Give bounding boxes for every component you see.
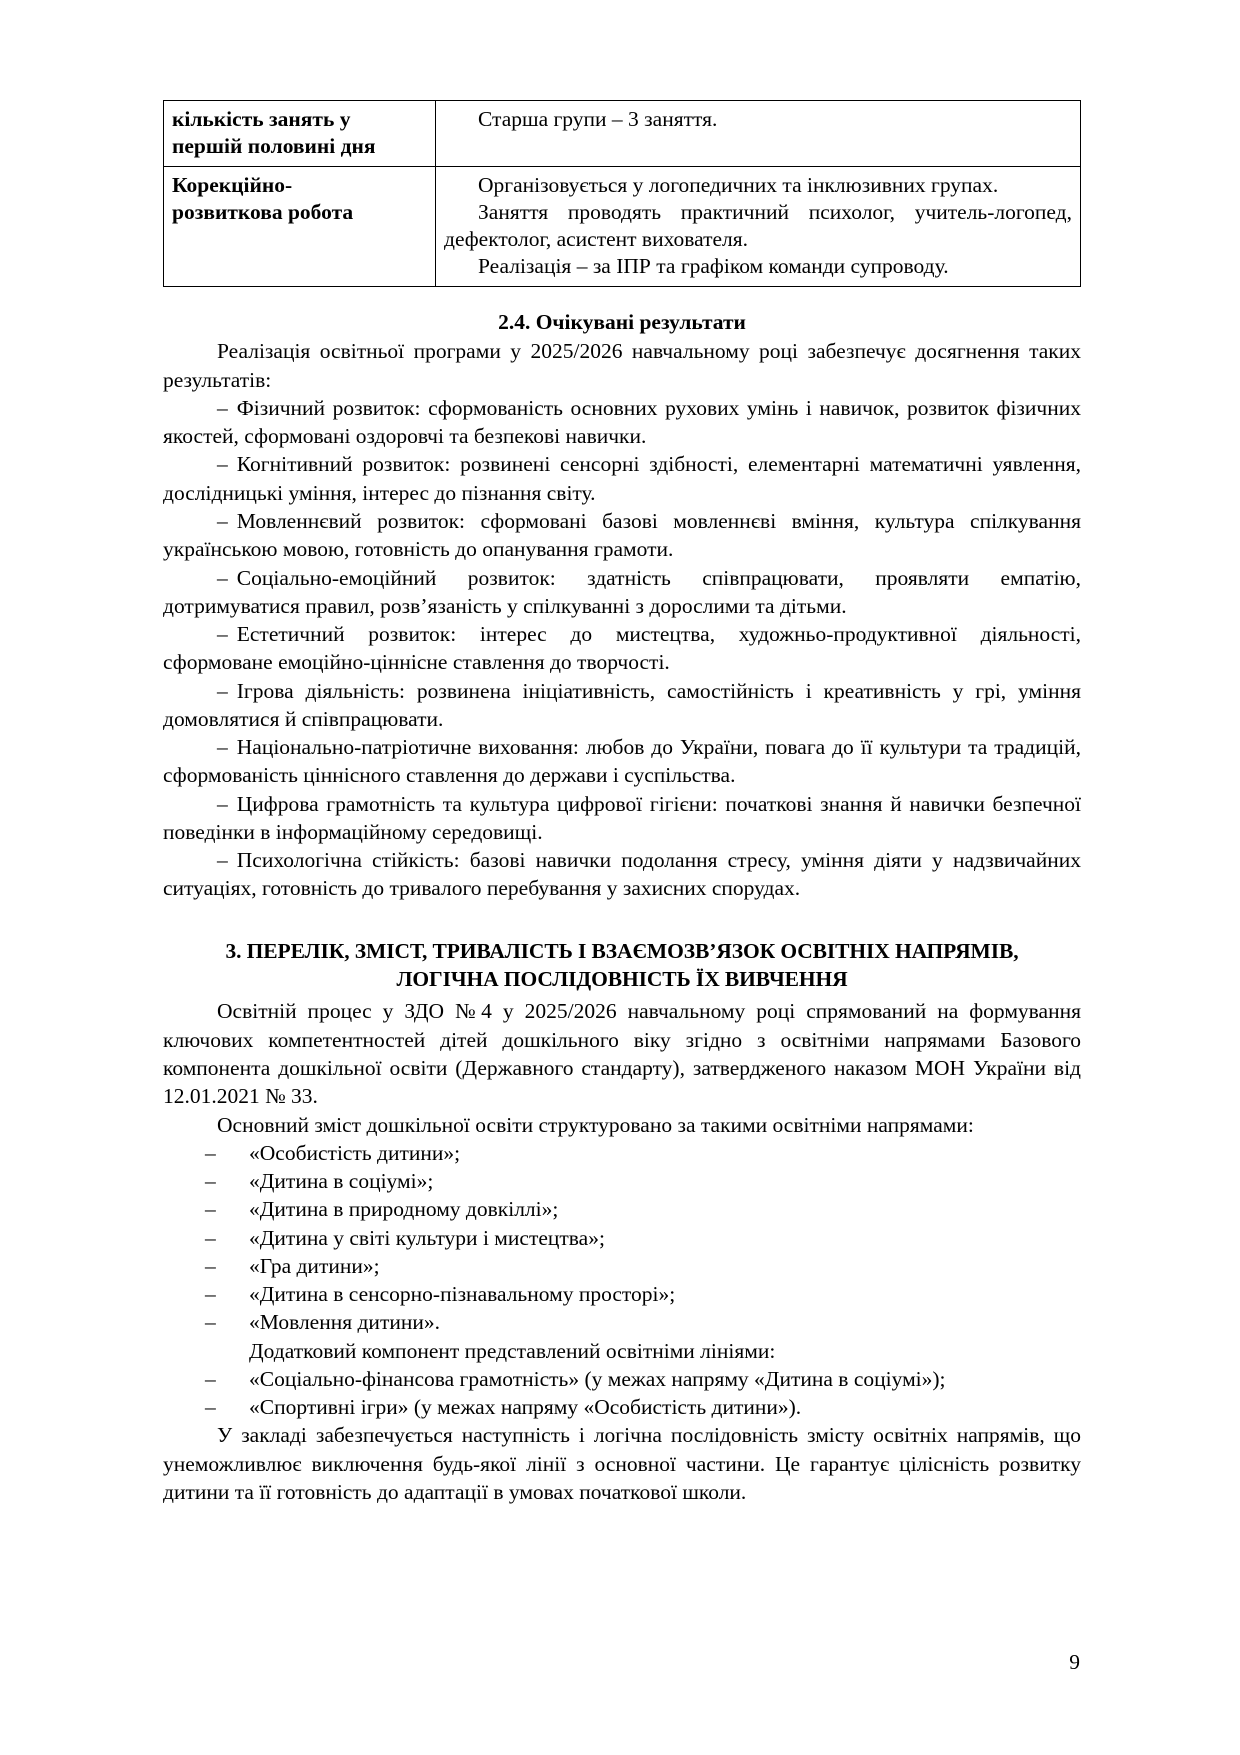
table-cell-label xyxy=(164,167,436,287)
page-number: 9 xyxy=(1069,1650,1080,1674)
item-text: Цифрова грамотність та культура цифрової гігієни: початкові знання й навички безпечної поведінки в інформаційному середовищі. xyxy=(163,791,1081,844)
direction-label: «Мовлення дитини». xyxy=(249,1310,440,1335)
direction-label: «Дитина в сенсорно-пізнавальному просторі»; xyxy=(249,1282,676,1307)
dash-marker: – xyxy=(217,678,228,703)
direction-label: «Дитина у світі культури і мистецтва»; xyxy=(249,1225,605,1250)
value-line: Заняття проводять практичний психолог, учитель-логопед, дефектолог, асистент вихователя. xyxy=(444,200,1072,252)
expected-result-item xyxy=(163,790,1081,847)
expected-result-item xyxy=(163,677,1081,734)
dash-marker: – xyxy=(217,735,228,760)
item-text: Когнітивний розвиток: розвинені сенсорні здібності, елементарні математичні уявлення, дослідницькі уміння, інтерес до пізнання світу. xyxy=(163,452,1081,505)
table-cell-value xyxy=(436,167,1081,287)
label-line: Корекційно- xyxy=(172,173,293,198)
dash-marker: – xyxy=(217,622,228,647)
dash-marker: – xyxy=(205,1366,216,1391)
section-2-4-intro: Реалізація освітньої програми у 2025/2026 навчальному році забезпечує досягнення таких результатів: xyxy=(163,339,1081,392)
direction-label: «Гра дитини»; xyxy=(249,1253,380,1278)
section-3-closing-paragraph: У закладі забезпечується наступність і логічна послідовність змісту освітніх напрямів, що унеможливлює виключення будь-якої лінії з основної частини. Це гарантує цілісність розвитку дитини та її готовність до адаптації в умовах початкової школи. xyxy=(163,1423,1081,1504)
value-line: Старша групи – 3 заняття. xyxy=(478,107,718,131)
list-item xyxy=(163,1139,1081,1167)
dash-marker: – xyxy=(205,1140,216,1165)
list-item xyxy=(163,1224,1081,1252)
table-cell-value xyxy=(436,101,1081,167)
item-text: Мовленнєвий розвиток: сформовані базові мовленнєві вміння, культура спілкування українською мовою, готовність до опанування грамоти. xyxy=(163,509,1081,562)
dash-marker: – xyxy=(217,395,228,420)
dash-marker: – xyxy=(217,791,228,816)
expected-result-item xyxy=(163,450,1081,507)
item-text: Естетичний розвиток: інтерес до мистецтва, художньо-продуктивної діяльності, сформоване емоційно-ціннісне ставлення до творчості. xyxy=(163,622,1081,675)
list-item xyxy=(163,1393,1081,1421)
table-cell-label xyxy=(164,101,436,167)
expected-result-item xyxy=(163,507,1081,564)
dash-marker: – xyxy=(205,1395,216,1420)
section-3-heading-line-2: ЛОГІЧНА ПОСЛІДОВНІСТЬ ЇХ ВИВЧЕННЯ xyxy=(396,967,848,992)
expected-result-item xyxy=(163,394,1081,451)
expected-result-item xyxy=(163,733,1081,790)
list-item xyxy=(163,1308,1081,1336)
table-row xyxy=(164,167,1081,287)
label-line: розвиткова робота xyxy=(172,200,354,225)
expected-result-item xyxy=(163,564,1081,621)
direction-label: «Дитина в соціумі»; xyxy=(249,1169,434,1194)
item-text: Фізичний розвиток: сформованість основних рухових умінь і навичок, розвиток фізичних якостей, сформовані оздоровчі та безпекові навички. xyxy=(163,395,1081,449)
value-line: Організовується у логопедичних та інклюзивних групах. xyxy=(478,173,999,198)
dash-marker: – xyxy=(217,565,228,590)
dash-marker: – xyxy=(205,1169,216,1194)
label-line: кількість занять у xyxy=(172,107,351,131)
section-3-paragraph-2: Основний зміст дошкільної освіти структуровано за такими освітніми напрямами: xyxy=(217,1112,974,1137)
dash-marker: – xyxy=(205,1310,216,1335)
additional-line-label: «Соціально-фінансова грамотність» (у межах напряму «Дитина в соціумі»); xyxy=(249,1366,946,1391)
additional-line-label: «Спортивні ігри» (у межах напряму «Особистість дитини»). xyxy=(249,1395,802,1420)
dash-marker: – xyxy=(217,848,228,873)
table-row xyxy=(164,101,1081,167)
schedule-table xyxy=(163,100,1081,287)
list-item xyxy=(163,1280,1081,1308)
dash-marker: – xyxy=(217,509,228,533)
dash-marker: – xyxy=(217,452,228,477)
label-line: першій половині дня xyxy=(172,134,376,159)
page-content xyxy=(163,100,1081,1506)
value-line: Реалізація – за ІПР та графіком команди супроводу. xyxy=(478,254,949,279)
expected-result-item xyxy=(163,620,1081,677)
dash-marker: – xyxy=(205,1197,216,1222)
section-3-heading xyxy=(163,937,1081,994)
list-item xyxy=(163,1252,1081,1280)
item-text: Ігрова діяльність: розвинена ініціативність, самостійність і креативність у грі, уміння домовлятися й співпрацювати. xyxy=(163,678,1081,731)
dash-marker: – xyxy=(205,1225,216,1250)
educational-directions-list xyxy=(163,1139,1081,1337)
section-3-paragraph-1: Освітній процес у ЗДО №4 у 2025/2026 навчальному році спрямований на формування ключових компетентностей дітей дошкільного віку згідно з освітніми напрямами Базового компонента дошкільної освіти (Державного стандарту), затвердженого наказом МОН України від 12.01.2021 № 33. xyxy=(163,999,1081,1109)
section-3-heading-line-1: 3. ПЕРЕЛІК, ЗМІСТ, ТРИВАЛІСТЬ І ВЗАЄМОЗВ’ЯЗОК ОСВІТНІХ НАПРЯМІВ, xyxy=(225,938,1019,963)
direction-label: «Особистість дитини»; xyxy=(249,1140,461,1165)
list-item xyxy=(163,1195,1081,1223)
item-text: Національно-патріотичне виховання: любов до України, повага до її культури та традицій, сформованість ціннісного ставлення до держави і суспільства. xyxy=(163,735,1081,788)
dash-marker: – xyxy=(205,1282,216,1307)
item-text: Психологічна стійкість: базові навички подолання стресу, уміння діяти у надзвичайних ситуаціях, готовність до тривалого перебування у захисних спорудах. xyxy=(163,848,1081,901)
dash-marker: – xyxy=(205,1253,216,1278)
direction-label: «Дитина в природному довкіллі»; xyxy=(249,1197,559,1222)
list-item xyxy=(163,1365,1081,1393)
additional-lines-list xyxy=(163,1365,1081,1422)
item-text: Соціально-емоційний розвиток: здатність співпрацювати, проявляти емпатію, дотримуватися правил, розв’язаність у спілкуванні з дорослими та дітьми. xyxy=(163,565,1081,618)
additional-component-note: Додатковий компонент представлений освітніми лініями: xyxy=(249,1338,776,1363)
list-item xyxy=(163,1167,1081,1195)
expected-result-item xyxy=(163,846,1081,903)
section-2-4-heading: 2.4. Очікувані результати xyxy=(498,310,746,335)
